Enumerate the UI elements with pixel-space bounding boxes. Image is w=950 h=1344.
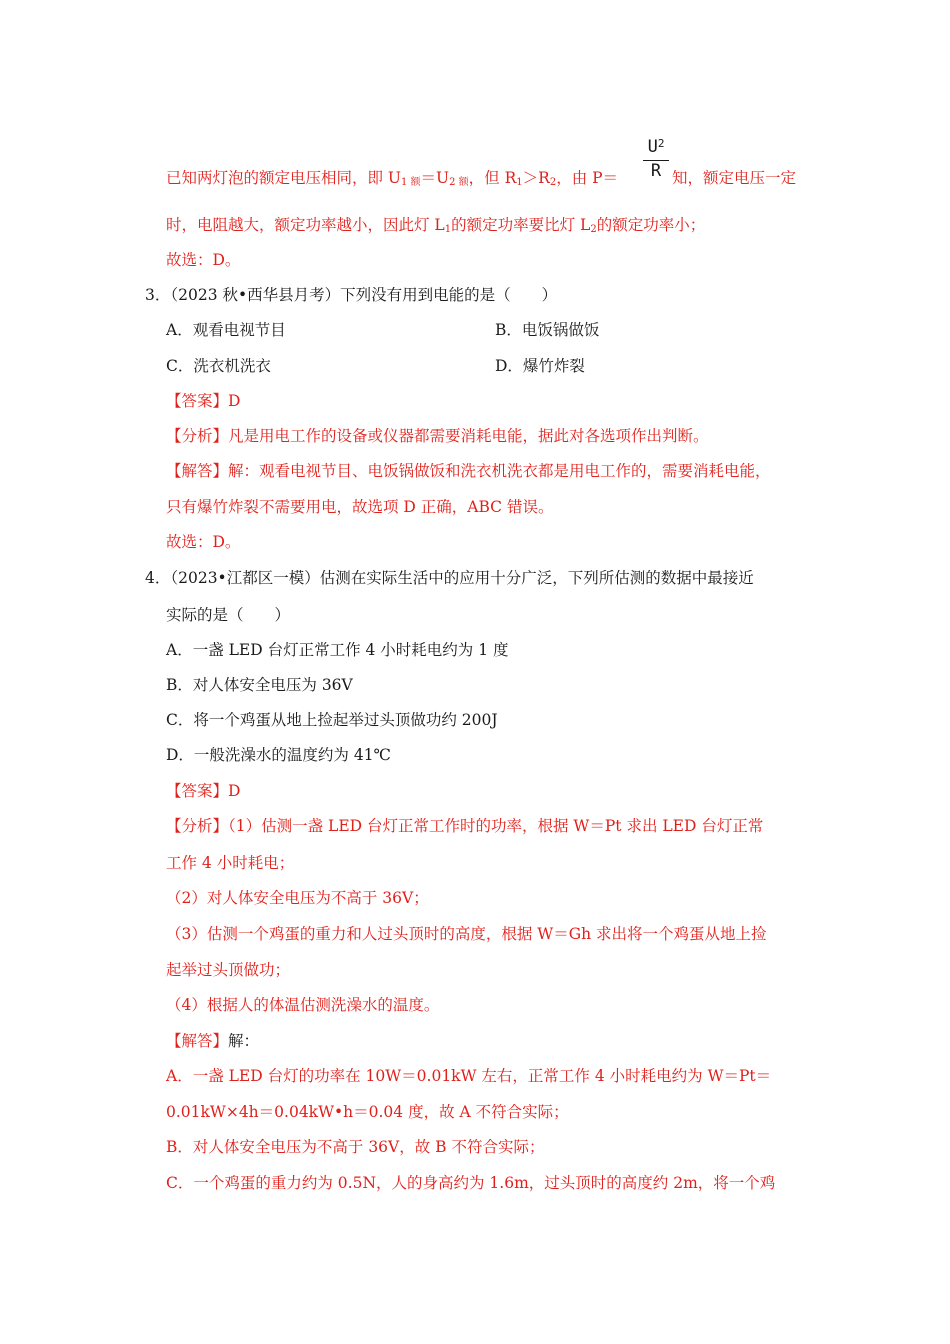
text: ＝U — [420, 169, 450, 187]
q4-solution-b: B．对人体安全电压为不高于 36V，故 B 不符合实际； — [166, 1138, 545, 1156]
q4-stem-line-2: 实际的是（ ） — [166, 606, 291, 624]
q3-option-a: A．观看电视节目 — [166, 321, 286, 339]
subscript: 1 额 — [401, 177, 421, 188]
q4-option-c: C．将一个鸡蛋从地上捡起举过头顶做功约 200J — [166, 711, 498, 729]
q4-option-b: B．对人体安全电压为 36V — [166, 676, 353, 694]
q3-solution-line-2: 只有爆竹炸裂不需要用电，故选项 D 正确，ABC 错误。 — [166, 498, 554, 516]
prev-solution-line-1-tail: 知，额定电压一定 — [672, 169, 797, 187]
prev-choose: 故选：D。 — [166, 251, 241, 269]
text: 的额定功率小； — [596, 216, 706, 234]
q4-solution-heading — [166, 1031, 259, 1051]
q4-stem-line-1: 4．（2023•江都区一模）估测在实际生活中的应用十分广泛，下列所估测的数据中最接近 — [145, 569, 754, 587]
subscript: 1 — [516, 177, 523, 188]
subscript: 2 额 — [449, 177, 469, 188]
q4-analysis-line-3: （2）对人体安全电压为不高于 36V； — [166, 889, 429, 907]
q3-stem: 3．（2023 秋•西华县月考）下列没有用到电能的是（ ） — [145, 286, 558, 304]
exponent: 2 — [657, 137, 665, 150]
solution-head: 解： — [228, 1032, 260, 1050]
q4-analysis-line-1: 【分析】（1）估测一盏 LED 台灯正常工作时的功率，根据 W＝Pt 求出 LED 台灯正常 — [166, 817, 764, 835]
text: 已知两灯泡的额定电压相同，即 U — [166, 169, 401, 187]
prev-solution-line-1 — [166, 168, 618, 188]
prev-solution-line-2 — [166, 215, 705, 235]
solution-tag: 【解答】 — [166, 1032, 229, 1050]
text: ，由 P＝ — [556, 169, 619, 187]
answer-value: D — [228, 782, 241, 800]
text: ＞R — [522, 169, 550, 187]
q4-analysis-line-4: （3）估测一个鸡蛋的重力和人过头顶时的高度，根据 W＝Gh 求出将一个鸡蛋从地上捡 — [166, 925, 767, 943]
answer-tag: 【答案】 — [166, 782, 229, 800]
text: ，但 R — [468, 169, 517, 187]
q4-solution-a-line-1: A．一盏 LED 台灯的功率在 10W＝0.01kW 左右，正常工作 4 小时耗电约为 W＝Pt＝ — [166, 1067, 772, 1085]
subscript: 1 — [444, 224, 452, 235]
text: U — [647, 137, 658, 157]
text: 时，电阻越大，额定功率越小，因此灯 L — [166, 216, 445, 234]
q4-solution-a-line-2: 0.01kW×4h＝0.04kW•h＝0.04 度，故 A 不符合实际； — [166, 1103, 569, 1121]
q4-solution-c: C．一个鸡蛋的重力约为 0.5N，人的身高约为 1.6m，过头顶时的高度约 2m，将一个鸡 — [166, 1174, 776, 1192]
formula-denominator: R — [650, 161, 662, 181]
q3-option-c: C．洗衣机洗衣 — [166, 357, 271, 375]
answer-tag: 【答案】 — [166, 392, 229, 410]
q3-choose: 故选：D。 — [166, 533, 241, 551]
q3-option-b: B．电饭锅做饭 — [495, 321, 600, 339]
q4-option-a: A．一盏 LED 台灯正常工作 4 小时耗电约为 1 度 — [166, 641, 509, 659]
answer-value: D — [228, 392, 241, 410]
q4-analysis-line-5: 起举过头顶做功； — [166, 961, 291, 979]
subscript: 2 — [590, 224, 597, 235]
q4-answer — [166, 781, 240, 801]
text: 的额定功率要比灯 L — [451, 216, 591, 234]
formula-numerator — [641, 137, 671, 159]
q3-solution-line-1: 【解答】解：观看电视节目、电饭锅做饭和洗衣机洗衣都是用电工作的，需要消耗电能， — [166, 462, 771, 480]
q3-option-d: D．爆竹炸裂 — [495, 357, 585, 375]
q3-answer — [166, 391, 240, 411]
q4-analysis-line-6: （4）根据人的体温估测洗澡水的温度。 — [166, 996, 440, 1014]
q3-analysis: 【分析】凡是用电工作的设备或仪器都需要消耗电能，据此对各选项作出判断。 — [166, 427, 709, 445]
subscript: 2 — [549, 177, 557, 188]
power-formula-fraction — [641, 137, 671, 180]
q4-analysis-line-2: 工作 4 小时耗电； — [166, 854, 295, 872]
q4-option-d: D．一般洗澡水的温度约为 41℃ — [166, 746, 391, 764]
